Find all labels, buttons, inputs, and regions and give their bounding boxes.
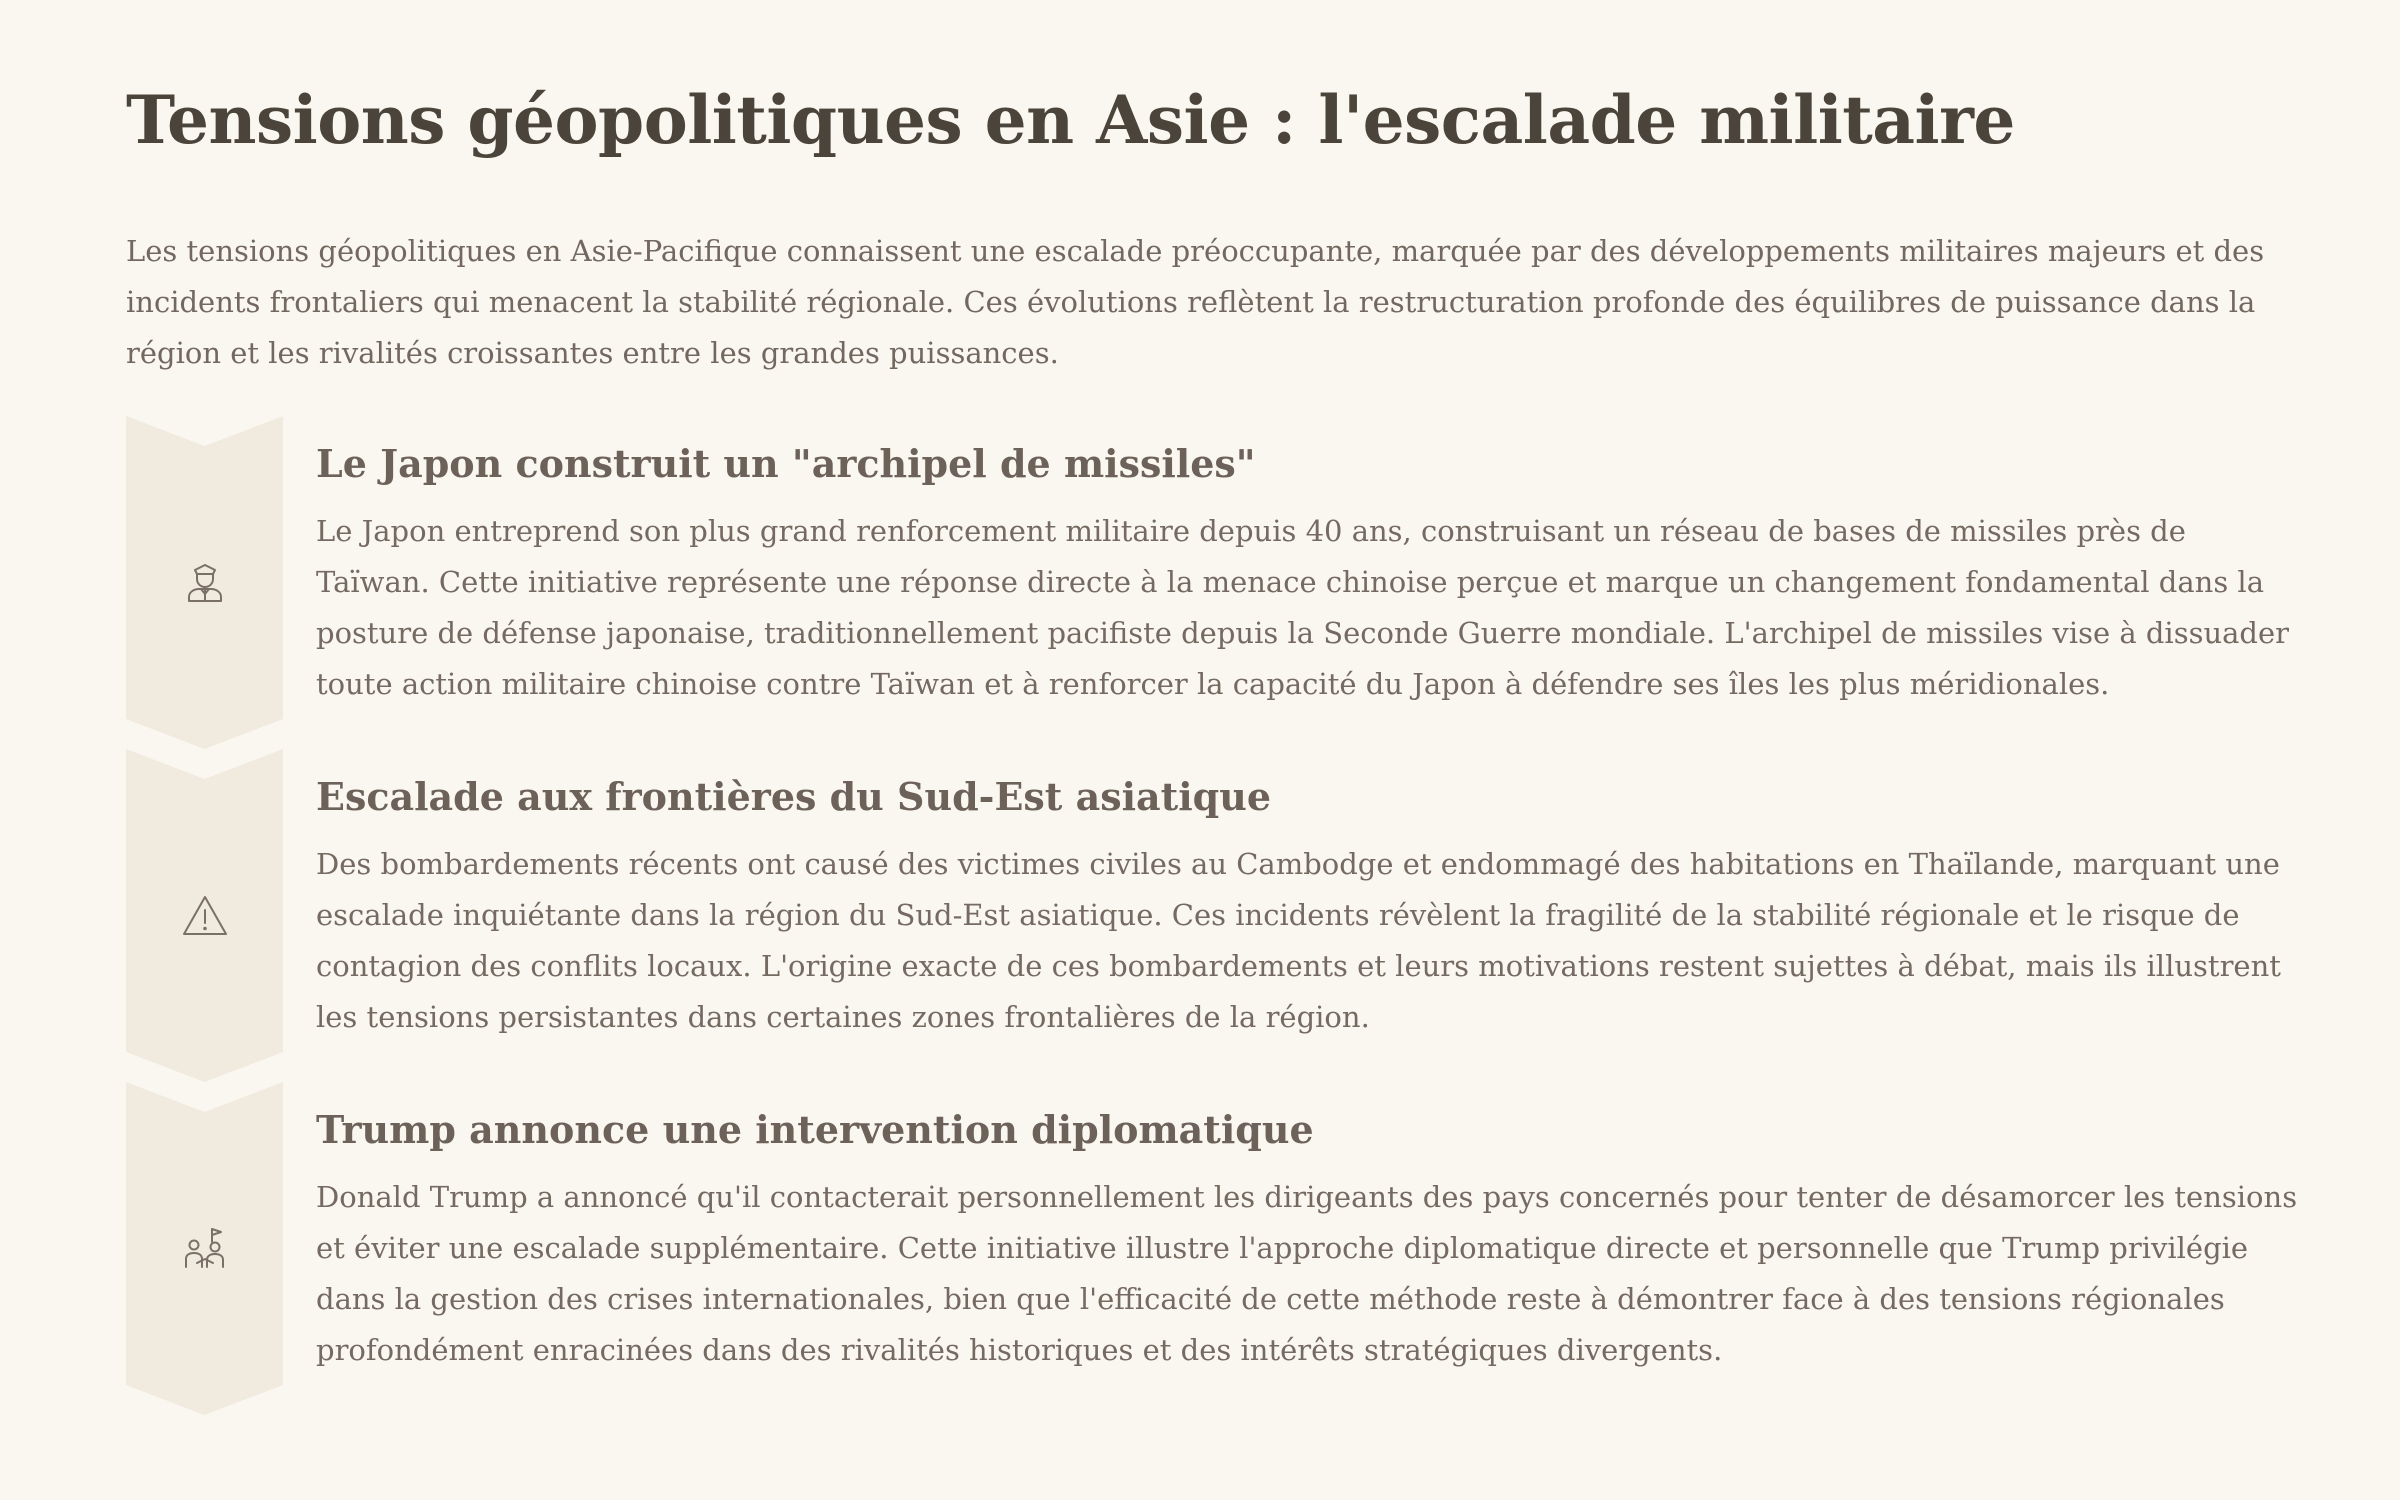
section-title: Trump annonce une intervention diplomatique xyxy=(316,1107,1314,1152)
section-trump-diplomacy xyxy=(126,1082,2298,1415)
warning-triangle-icon xyxy=(179,890,231,942)
chevron-marker xyxy=(126,416,283,749)
military-officer-icon xyxy=(179,557,231,609)
section-japan-missiles xyxy=(126,416,2290,749)
section-title: Le Japon construit un "archipel de missiles" xyxy=(316,441,1256,486)
section-body: Donald Trump a annoncé qu'il contacterait personnellement les dirigeants des pays concernés pour tenter de désamorcer les tensions et éviter une escalade supplémentaire. Cette initiative illustre l'approche diplomatique directe et personnelle que Trump privilégie dans la gestion des crises internationales, bien que l'efficacité de cette méthode reste à démontrer face à des tensions régionales profondément enracinées dans des rivalités historiques et des intérêts stratégiques divergents. xyxy=(316,1180,2298,1367)
section-content xyxy=(316,749,2306,1043)
section-content xyxy=(316,416,2306,710)
section-title: Escalade aux frontières du Sud-Est asiatique xyxy=(316,774,1272,819)
sections-list xyxy=(126,416,2298,1415)
intro-paragraph: Les tensions géopolitiques en Asie-Pacifique connaissent une escalade préoccupante, marquée par des développements militaires majeurs et des incidents frontaliers qui menacent la stabilité régionale. Ces évolutions reflètent la restructuration profonde des équilibres de puissance dans la région et les rivalités croissantes entre les grandes puissances. xyxy=(126,234,2265,370)
chevron-marker xyxy=(126,1082,283,1415)
page-title: Tensions géopolitiques en Asie : l'escalade militaire xyxy=(126,81,2015,159)
diplomacy-people-flag-icon xyxy=(179,1223,231,1275)
section-body: Le Japon entreprend son plus grand renforcement militaire depuis 40 ans, construisant un réseau de bases de missiles près de Taïwan. Cette initiative représente une réponse directe à la menace chinoise perçue et marque un changement fondamental dans la posture de défense japonaise, traditionnellement pacifiste depuis la Seconde Guerre mondiale. L'archipel de missiles vise à dissuader toute action militaire chinoise contre Taïwan et à renforcer la capacité du Japon à défendre ses îles les plus méridionales. xyxy=(316,514,2290,701)
section-content xyxy=(316,1082,2306,1376)
section-body: Des bombardements récents ont causé des victimes civiles au Cambodge et endommagé des habitations en Thaïlande, marquant une escalade inquiétante dans la région du Sud-Est asiatique. Ces incidents révèlent la fragilité de la stabilité régionale et le risque de contagion des conflits locaux. L'origine exacte de ces bombardements et leurs motivations restent sujettes à débat, mais ils illustrent les tensions persistantes dans certaines zones frontalières de la région. xyxy=(316,847,2281,1034)
chevron-marker xyxy=(126,749,283,1082)
section-southeast-asia xyxy=(126,749,2286,1082)
